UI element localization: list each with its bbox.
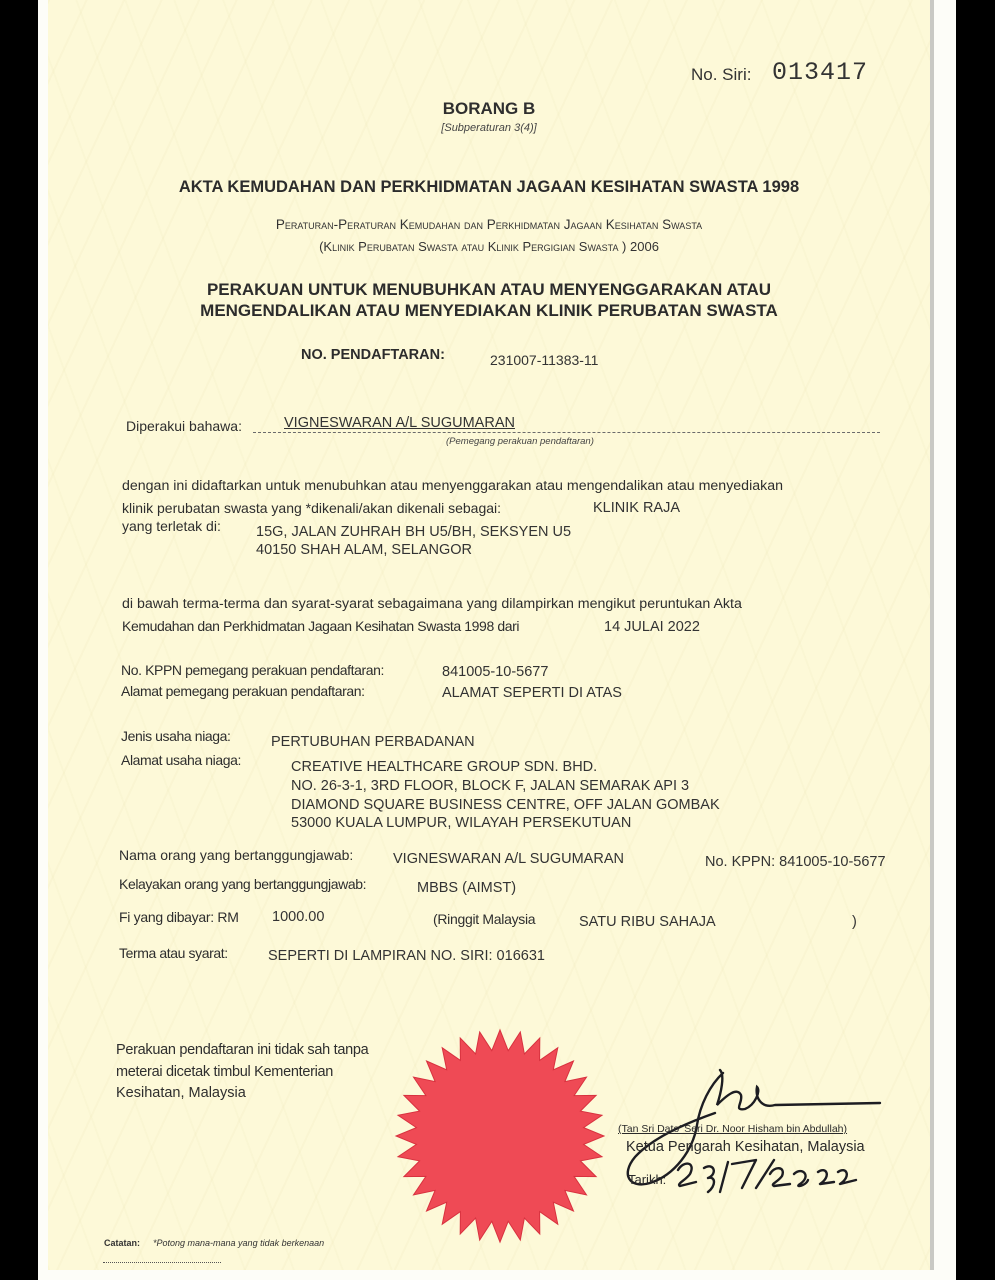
certificate-title-line-2: MENGENDALIKAN ATAU MENYEDIAKAN KLINIK PERUBATAN SWASTA bbox=[200, 301, 778, 320]
terms-text-line-1: di bawah terma-terma dan syarat-syarat sebagaimana yang dilampirkan mengikut peruntukan Akta bbox=[122, 596, 742, 612]
holder-label: Diperakui bahawa: bbox=[126, 418, 242, 434]
regulation-line-1: Peraturan-Peraturan Kemudahan dan Perkhidmatan Jagaan Kesihatan Swasta bbox=[275, 217, 703, 232]
business-address-line-2: NO. 26-3-1, 3RD FLOOR, BLOCK F, JALAN SEMARAK API 3 bbox=[291, 778, 690, 794]
terms-text-line-2: Kemudahan dan Perkhidmatan Jagaan Kesihatan Swasta 1998 dari bbox=[122, 618, 520, 634]
signatory-title: Ketua Pengarah Kesihatan, Malaysia bbox=[626, 1139, 865, 1155]
business-type-value: PERTUBUHAN PERBADANAN bbox=[271, 734, 475, 750]
handwritten-date-icon bbox=[670, 1152, 860, 1197]
holder-address-value: ALAMAT SEPERTI DI ATAS bbox=[442, 685, 622, 701]
validity-note-line-1: Perakuan pendaftaran ini tidak sah tanpa bbox=[116, 1042, 369, 1058]
fee-amount: 1000.00 bbox=[272, 909, 325, 925]
clinic-address-line-1: 15G, JALAN ZUHRAH BH U5/BH, SEKSYEN U5 bbox=[256, 524, 572, 540]
fee-words-value: SATU RIBU SAHAJA bbox=[579, 914, 716, 930]
signatory-name: (Tan Sri Dato' Seri Dr. Noor Hisham bin Abdullah) bbox=[618, 1123, 848, 1135]
business-address-line-4: 53000 KUALA LUMPUR, WILAYAH PERSEKUTUAN bbox=[291, 815, 632, 831]
fee-close-paren: ) bbox=[852, 914, 857, 930]
effective-date: 14 JULAI 2022 bbox=[604, 619, 700, 635]
fee-label: Fi yang dibayar: RM bbox=[119, 909, 239, 925]
clinic-location-label: yang terletak di: bbox=[122, 518, 221, 534]
holder-kppn-label: No. KPPN pemegang perakuan pendaftaran: bbox=[121, 662, 385, 678]
validity-note-line-3: Kesihatan, Malaysia bbox=[116, 1085, 246, 1101]
official-seal-icon bbox=[394, 1028, 606, 1244]
form-name: BORANG B bbox=[442, 99, 536, 118]
regulation-line-2: (Klinik Perubatan Swasta atau Klinik Pergigian Swasta ) 2006 bbox=[319, 239, 659, 254]
responsible-qualification-value: MBBS (AIMST) bbox=[417, 880, 517, 896]
conditions-value: SEPERTI DI LAMPIRAN NO. SIRI: 016631 bbox=[268, 948, 545, 964]
holder-name: VIGNESWARAN A/L SUGUMARAN bbox=[284, 415, 515, 431]
conditions-label: Terma atau syarat: bbox=[119, 945, 228, 961]
act-title: AKTA KEMUDAHAN DAN PERKHIDMATAN JAGAAN KESIHATAN SWASTA 1998 bbox=[178, 178, 800, 196]
printer-code-line bbox=[103, 1262, 221, 1265]
holder-kppn-value: 841005-10-5677 bbox=[442, 664, 549, 680]
holder-address-label: Alamat pemegang perakuan pendaftaran: bbox=[121, 683, 365, 699]
fee-words-label: (Ringgit Malaysia bbox=[433, 911, 536, 927]
business-address-label: Alamat usaha niaga: bbox=[121, 752, 242, 768]
responsible-qualification-label: Kelayakan orang yang bertanggungjawab: bbox=[119, 876, 367, 892]
registration-number: 231007-11383-11 bbox=[490, 352, 599, 368]
serial-label: No. Siri: bbox=[691, 65, 752, 84]
holder-name-line bbox=[253, 432, 880, 433]
serial-number: 013417 bbox=[772, 58, 869, 87]
business-type-label: Jenis usaha niaga: bbox=[121, 728, 231, 744]
responsible-name-value: VIGNESWARAN A/L SUGUMARAN bbox=[393, 851, 624, 867]
clinic-address-line-2: 40150 SHAH ALAM, SELANGOR bbox=[256, 542, 472, 558]
clinic-text-line-1: dengan ini didaftarkan untuk menubuhkan atau menyenggarakan atau mengendalikan atau menyediakan bbox=[122, 478, 783, 494]
registration-label: NO. PENDAFTARAN: bbox=[301, 347, 445, 363]
clinic-text-line-2: klinik perubatan swasta yang *dikenali/akan dikenali sebagai: bbox=[122, 500, 502, 516]
business-address-line-1: CREATIVE HEALTHCARE GROUP SDN. BHD. bbox=[291, 759, 598, 775]
business-address-line-3: DIAMOND SQUARE BUSINESS CENTRE, OFF JALAN GOMBAK bbox=[291, 797, 720, 813]
validity-note-line-2: meterai dicetak timbul Kementerian bbox=[116, 1064, 334, 1080]
responsible-kppn: No. KPPN: 841005-10-5677 bbox=[705, 854, 886, 870]
certificate-title-line-1: PERAKUAN UNTUK MENUBUHKAN ATAU MENYENGGARAKAN ATAU bbox=[206, 280, 772, 299]
footnote-label: Catatan: bbox=[104, 1238, 141, 1248]
clinic-name: KLINIK RAJA bbox=[593, 500, 681, 516]
responsible-name-label: Nama orang yang bertanggungjawab: bbox=[119, 847, 354, 863]
form-subregulation: [Subperaturan 3(4)] bbox=[441, 122, 537, 134]
holder-caption: (Pemegang perakuan pendaftaran) bbox=[446, 436, 594, 447]
date-label: Tarikh: bbox=[628, 1172, 667, 1187]
footnote-text: *Potong mana-mana yang tidak berkenaan bbox=[153, 1238, 325, 1248]
